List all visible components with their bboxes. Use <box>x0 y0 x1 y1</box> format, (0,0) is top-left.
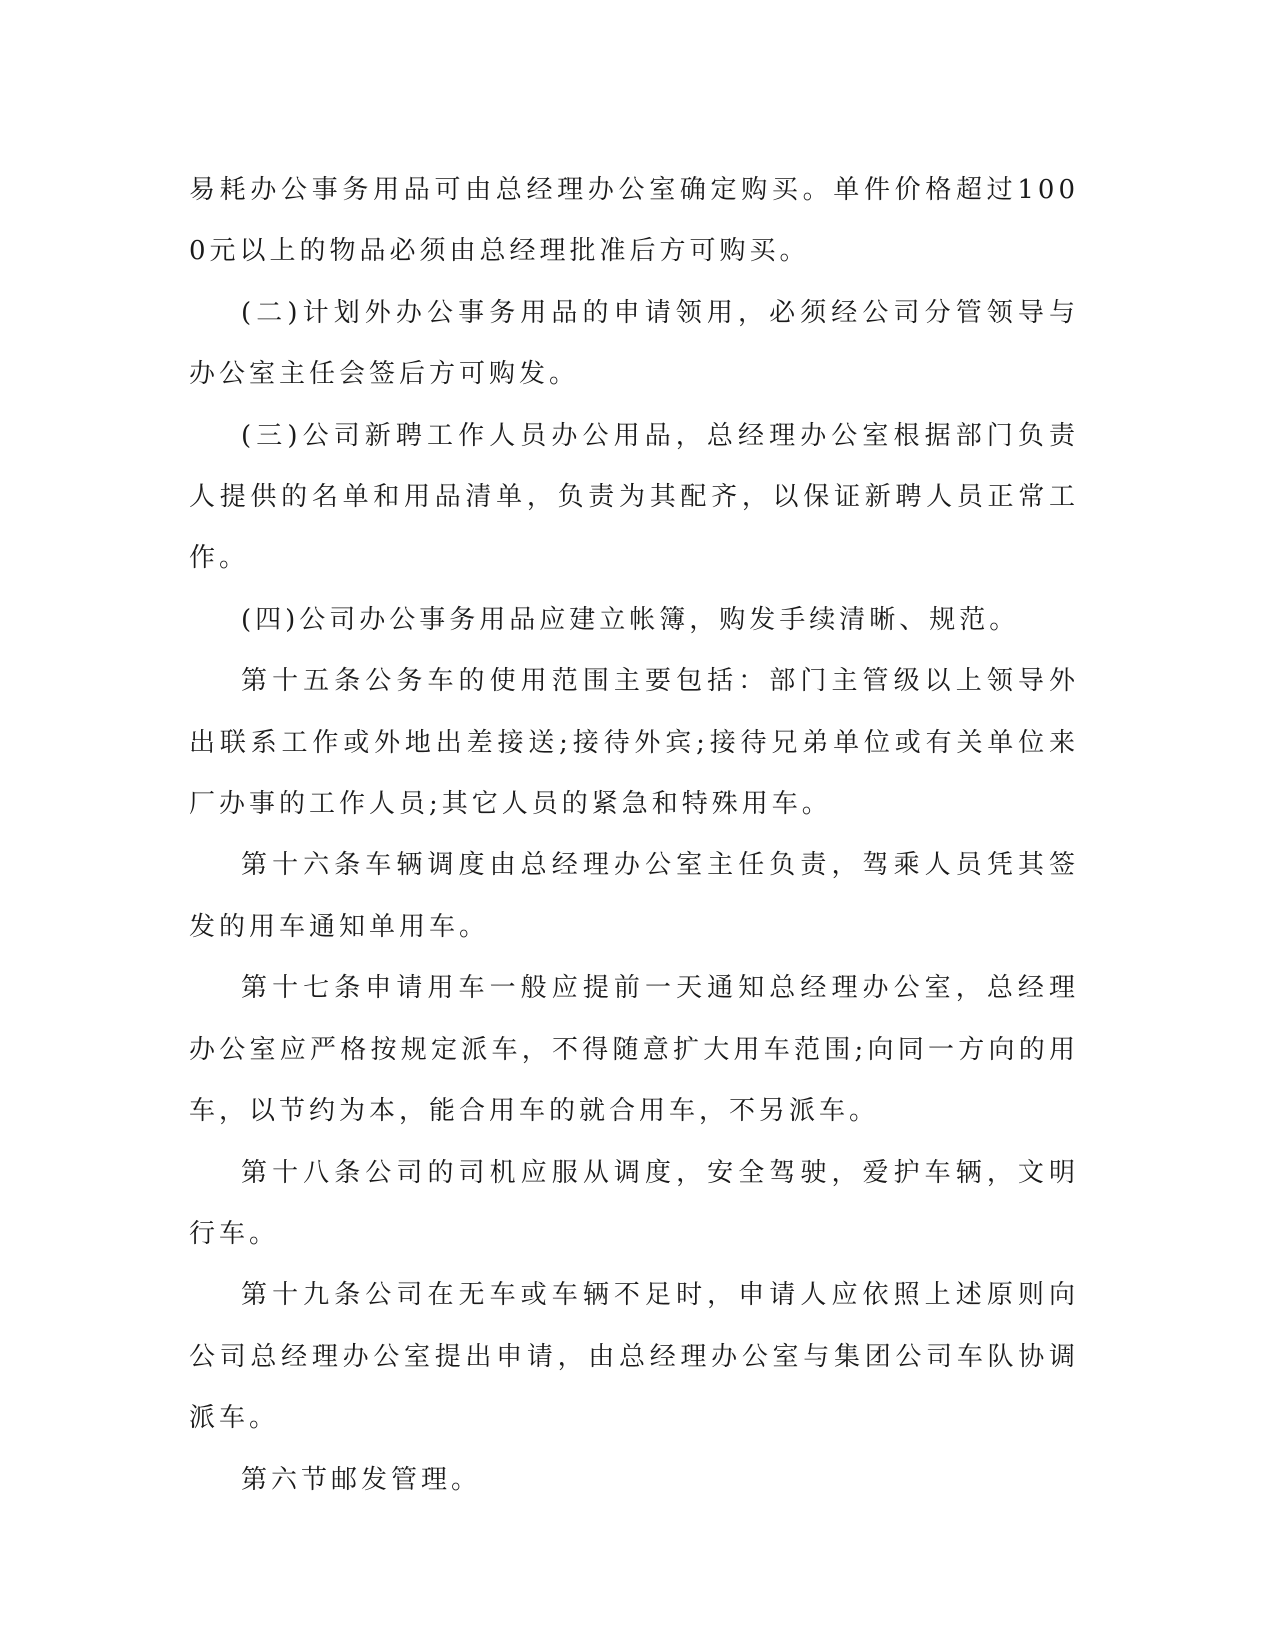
paragraph-4: (四)公司办公事务用品应建立帐簿，购发手续清晰、规范。 <box>241 604 1020 635</box>
paragraph-1: 易耗办公事务用品可由总经理办公室确定购买。单件价格超过1000元以上的物品必须由总经理批准后方可购买。 <box>189 175 1079 267</box>
paragraph-2: (二)计划外办公事务用品的申请领用，必须经公司分管领导与办公室主任会签后方可购发。 <box>189 297 1079 390</box>
document-body <box>189 160 1079 1511</box>
paragraph-3: (三)公司新聘工作人员办公用品，总经理办公室根据部门负责人提供的名单和用品清单，负责为其配齐，以保证新聘人员正常工作。 <box>189 420 1079 574</box>
paragraph-10: 第六节邮发管理。 <box>241 1464 482 1495</box>
paragraph-7: 第十七条申请用车一般应提前一天通知总经理办公室，总经理办公室应严格按规定派车，不得随意扩大用车范围;向同一方向的用车，以节约为本，能合用车的就合用车，不另派车。 <box>189 973 1079 1127</box>
paragraph-8: 第十八条公司的司机应服从调度，安全驾驶，爱护车辆，文明行车。 <box>189 1157 1079 1249</box>
paragraph-9: 第十九条公司在无车或车辆不足时，申请人应依照上述原则向公司总经理办公室提出申请，由总经理办公室与集团公司车队协调派车。 <box>189 1280 1079 1434</box>
paragraph-6: 第十六条车辆调度由总经理办公室主任负责，驾乘人员凭其签发的用车通知单用车。 <box>189 850 1079 942</box>
paragraph-5: 第十五条公务车的使用范围主要包括：部门主管级以上领导外出联系工作或外地出差接送;接待外宾;接待兄弟单位或有关单位来厂办事的工作人员;其它人员的紧急和特殊用车。 <box>189 666 1079 820</box>
